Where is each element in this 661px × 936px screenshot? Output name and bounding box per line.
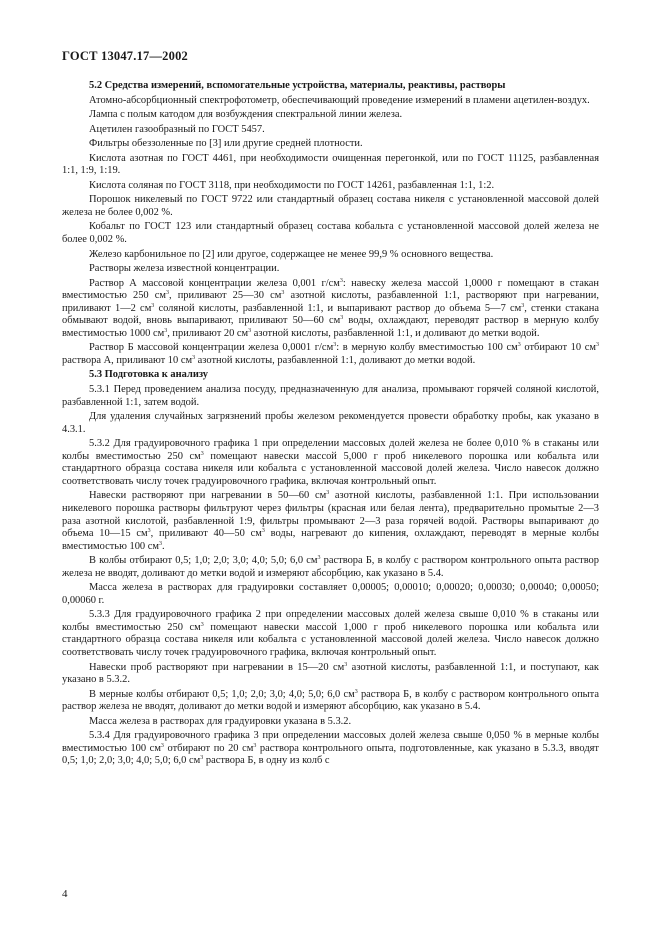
paragraph [62, 689, 599, 714]
text-run: помещают навески массой 5,000 г проб никелевого порошка или кобальта или стандартного образца состава никеля или кобальта с установленной массовой долей железа. Число навесок должно соответствовать числу точек градуировочного графика, включая контрольный опыт. [62, 450, 599, 487]
paragraph: Масса железа в растворах для градуировки указана в 5.3.2. [89, 715, 352, 727]
text-run: отбирают 10 см [520, 342, 597, 354]
text-run: Раствор Б массовой концентрации железа 0,0001 г/см [89, 342, 334, 354]
document-body [62, 80, 599, 770]
text-run: , приливают 40—50 см [150, 528, 262, 540]
text-run: отбирают по 20 см [163, 742, 254, 754]
paragraph: Атомно-абсорбционный спектрофотометр, обеспечивающий проведение измерений в пламени ацетилен-воздух. [89, 94, 590, 106]
superscript: 3 [151, 302, 155, 309]
paragraph: Кислота соляная по ГОСТ 3118, при необходимости по ГОСТ 14261, разбавленная 1:1, 1:2. [89, 179, 495, 191]
section-5-3-heading: 5.3 Подготовка к анализу [89, 369, 209, 381]
paragraph-5-3-3 [62, 609, 599, 659]
text-run: Раствор А массовой концентрации железа 0,001 г/см [89, 277, 340, 289]
superscript: 3 [344, 661, 348, 668]
text-run: азотной кислоты, разбавленной 1:1, и поступают, как указано в 5.3.2. [62, 661, 599, 686]
paragraph-solution-b [62, 342, 599, 367]
text-run: : в мерную колбу вместимостью 100 см [336, 342, 518, 354]
paragraph [62, 490, 599, 553]
text-run: : навеску железа массой 1,0000 г помещают в стакан вместимостью 250 см [62, 277, 599, 302]
text-run: азотной кислоты, разбавленной 1:1, растворяют при нагревании, приливают 1—2 см [62, 290, 599, 314]
paragraph [62, 662, 599, 687]
paragraph: Железо карбонильное по [2] или другое, содержащее не менее 99,9 % основного вещества. [89, 248, 494, 260]
text-run: соляной кислоты, разбавленной 1:1, и выпаривают раствор до объема 5—7 см [154, 302, 522, 314]
superscript: 3 [326, 490, 330, 497]
paragraph-5-3-4 [62, 730, 599, 768]
text-run: Навески растворяют при нагревании в 50—60 см [89, 490, 327, 502]
text-run: раствора Б, в колбу с раствором контрольного опыта раствор железа не вводят, доливают до метки водой и измеряют абсорбцию, как указано в 5.4. [62, 688, 599, 713]
text-run: . [161, 540, 165, 552]
section-5-2-heading: 5.2 Средства измерений, вспомогательные устройства, материалы, реактивы, растворы [89, 80, 506, 91]
superscript: 3 [333, 342, 337, 349]
text-run: помещают навески массой 1,000 г проб никелевого порошка или кобальта или стандартного образца состава никеля или кобальта с установленной массовой долей железа. Число навесок должно соответствовать числу точек градуировочного графика, включая контрольный опыт. [62, 621, 599, 658]
superscript: 3 [281, 290, 285, 297]
superscript: 3 [200, 621, 204, 628]
text-run: , стенки стакана обмывают водой, вновь выпаривают, приливают 50—60 см [62, 302, 599, 327]
text-run: 5.3.2 Для градуировочного графика 1 при определении массовых долей железа не более 0,010 % в стаканы или колбы вместимостью 250 см [62, 438, 599, 462]
text-run: Навески проб растворяют при нагревании в 15—20 см [89, 661, 345, 673]
superscript: 3 [261, 528, 265, 535]
paragraph: Фильтры обеззоленные по [3] или другие средней плотности. [89, 138, 363, 150]
text-run: раствора Б, в одну из колб с [203, 755, 330, 767]
paragraph: Кобальт по ГОСТ 123 или стандартный образец состава кобальта с установленной массовой долей железа не более 0,002 %. [62, 221, 599, 246]
superscript: 3 [339, 277, 343, 284]
paragraph: Кислота азотная по ГОСТ 4461, при необходимости очищенная перегонкой, или по ГОСТ 11125, разбавленная 1:1, 1:9, 1:19. [62, 152, 599, 177]
superscript: 3 [160, 742, 164, 749]
paragraph [62, 555, 599, 580]
superscript: 3 [200, 450, 204, 457]
text-run: 5.3.3 Для градуировочного графика 2 при определении массовых долей железа свыше 0,010 % в стаканы или колбы вместимостью 250 см [62, 609, 599, 633]
superscript: 3 [317, 555, 321, 562]
text-run: раствора контрольного опыта, подготовленные, как указано в 5.3.3, вводят 0,5; 1,0; 2,0; 3,0; 4,0; 5,0; 6,0 см [62, 742, 599, 767]
text-run: азотной кислоты, разбавленной 1:1. При использовании никелевого порошка растворы фильтруют через фильтры (красная или белая лента), предварительно промытые 2—3 раза азотной кислотой, разбавленной 1:9, фильтры промывают 2—3 раза горячей водой. Растворы выпаривают до объема 10—15 см [62, 490, 600, 540]
paragraph: Растворы железа известной концентрации. [89, 263, 280, 275]
paragraph-5-3-2 [62, 438, 599, 488]
text-run: воды, нагревают до кипения, охлаждают, переводят в мерные колбы вместимостью 100 см [62, 528, 599, 552]
superscript: 3 [521, 302, 525, 309]
text-run: 5.3.4 Для градуировочного графика 3 при определении массовых долей железа свыше 0,050 % в мерные колбы вместимостью 100 см [62, 730, 599, 754]
paragraph: Масса железа в растворах для градуировки составляет 0,00005; 0,00010; 0,00020; 0,00030; 0,00040; 0,00050; 0,00060 г. [62, 582, 599, 606]
text-run: В мерные колбы отбирают 0,5; 1,0; 2,0; 3,0; 4,0; 5,0; 6,0 см [89, 688, 355, 700]
superscript: 3 [147, 528, 151, 535]
document-header-title: ГОСТ 13047.17—2002 [62, 49, 188, 63]
text-run: , приливают 20 см [167, 327, 249, 339]
superscript: 3 [248, 327, 252, 334]
paragraph: Для удаления случайных загрязнений пробы железом рекомендуется провести обработку пробы, как указано в 4.3.1. [62, 411, 599, 435]
text-run: раствора Б, в колбу с раствором контрольного опыта раствор железа не вводят, доливают до метки водой и измеряют абсорбцию, как указано в 5.4. [62, 555, 599, 579]
paragraph: Ацетилен газообразный по ГОСТ 5457. [89, 123, 265, 135]
text-run: , приливают 25—30 см [169, 290, 282, 302]
superscript: 3 [596, 342, 600, 349]
text-run: раствора А, приливают 10 см [62, 354, 193, 366]
text-run: азотной кислоты, разбавленной 1:1, и доливают до метки водой. [251, 327, 540, 339]
paragraph-solution-a [62, 278, 599, 341]
superscript: 3 [340, 315, 344, 322]
paragraph: Порошок никелевый по ГОСТ 9722 или стандартный образец состава никеля с установленной массовой долей железа не более 0,002 %. [62, 194, 599, 218]
page-number: 4 [62, 888, 68, 900]
superscript: 3 [354, 688, 358, 695]
text-run: воды, охлаждают, переводят раствор в мерную колбу вместимостью 1000 см [62, 315, 600, 339]
superscript: 3 [166, 290, 169, 297]
superscript: 3 [164, 327, 168, 334]
text-run: В колбы отбирают 0,5; 1,0; 2,0; 3,0; 4,0; 5,0; 6,0 см [89, 555, 318, 567]
superscript: 3 [253, 742, 257, 749]
superscript: 3 [517, 342, 521, 349]
paragraph: Лампа с полым катодом для возбуждения спектральной линии железа. [89, 109, 403, 121]
superscript: 3 [192, 354, 196, 361]
text-run: азотной кислоты, разбавленной 1:1, доливают до метки водой. [195, 354, 476, 366]
superscript: 3 [158, 540, 162, 547]
superscript: 3 [200, 755, 204, 762]
paragraph: 5.3.1 Перед проведением анализа посуду, предназначенную для анализа, промывают горячей соляной кислотой, разбавленной 1:1, затем водой. [62, 384, 599, 408]
